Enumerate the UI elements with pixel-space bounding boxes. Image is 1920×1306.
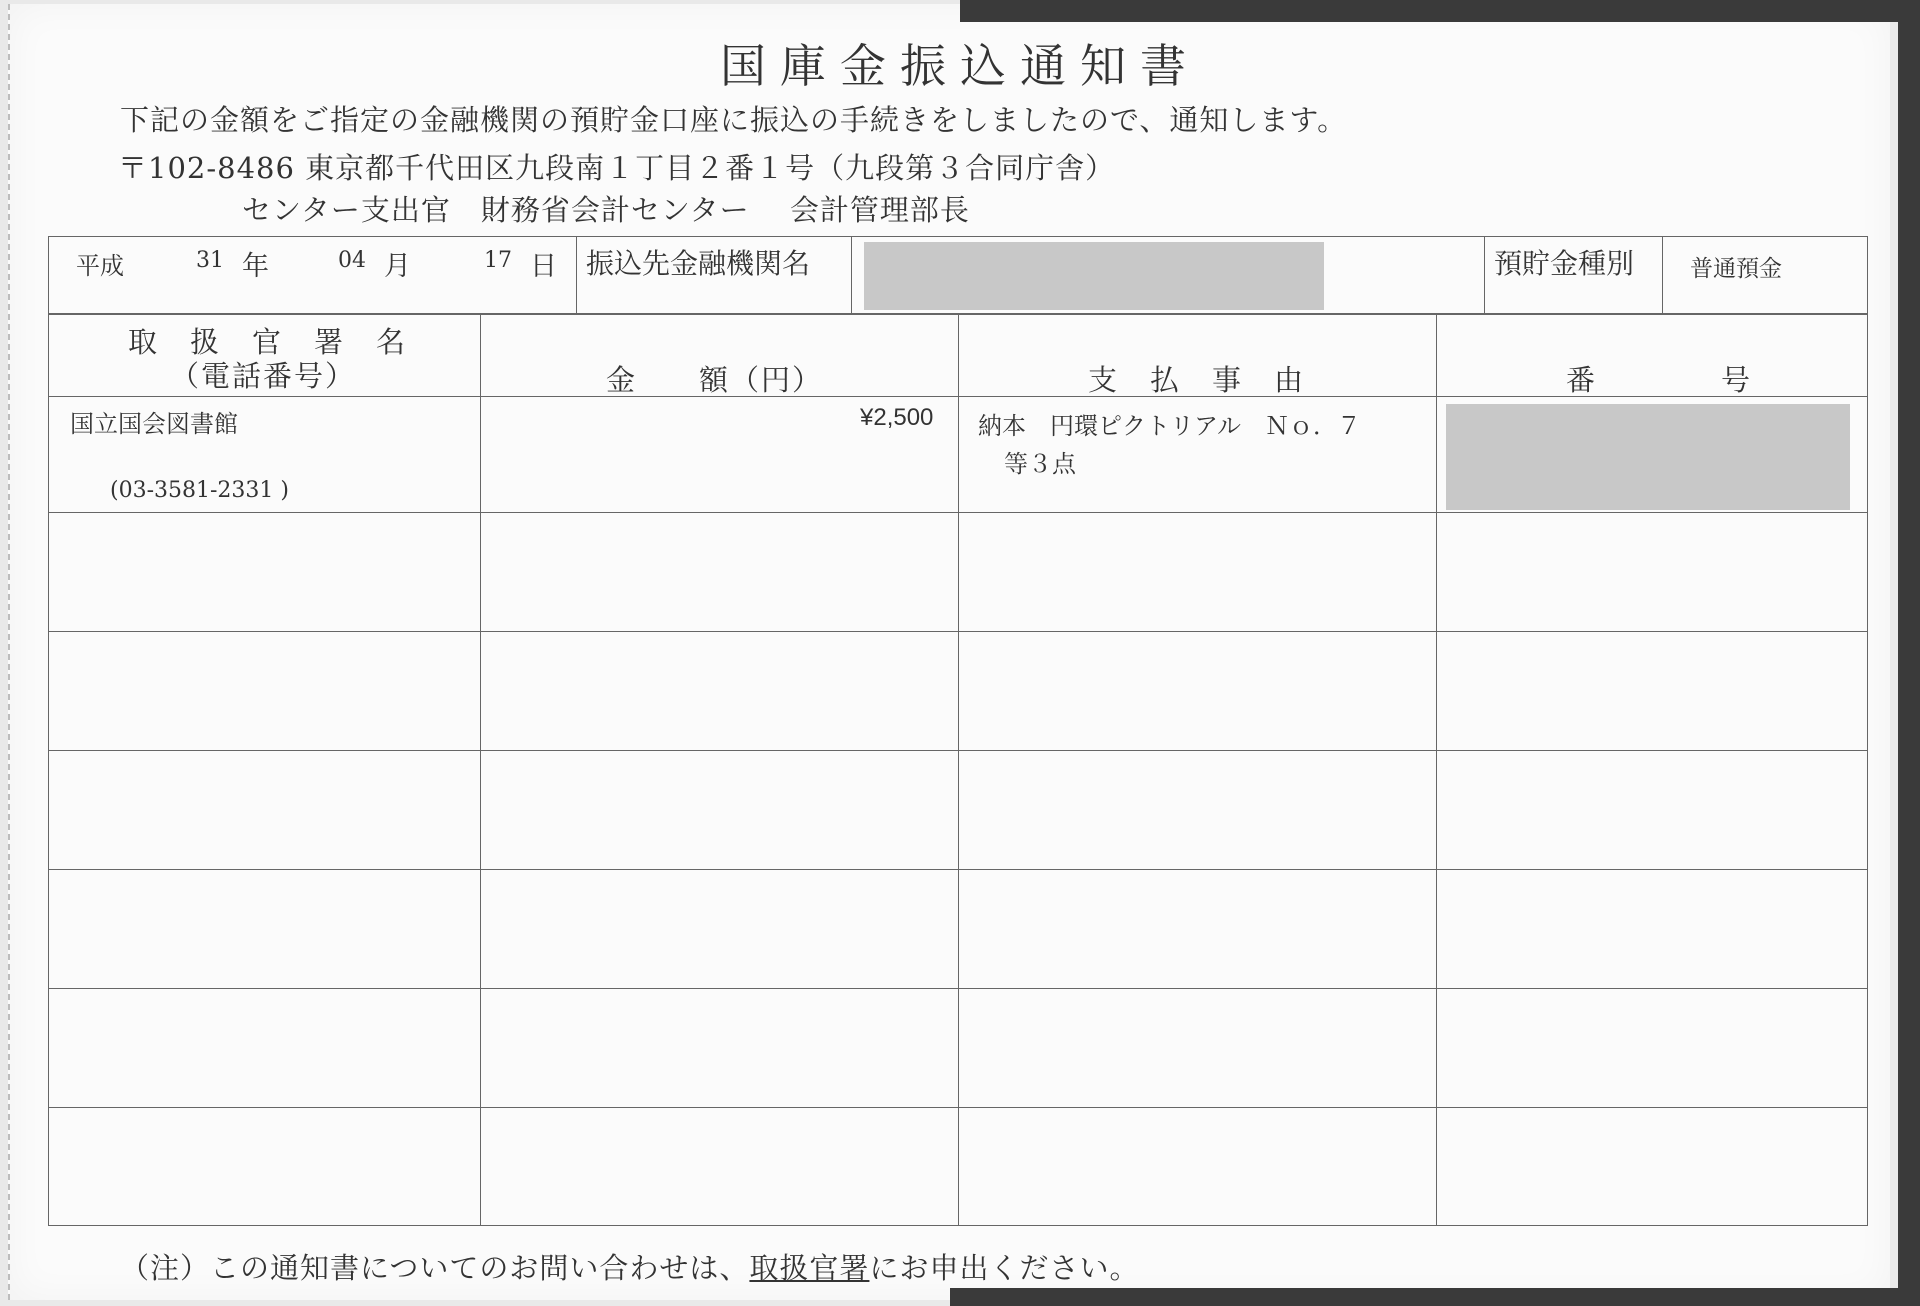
- scan-edge-right: [1898, 0, 1920, 1306]
- redacted-number: [1446, 404, 1850, 510]
- header-office: 取 扱 官 署 名: [128, 325, 408, 359]
- header-reason: 支 払 事 由: [1088, 363, 1306, 397]
- date-year-unit: 年: [242, 251, 269, 282]
- row1-office: 国立国会図書館: [70, 410, 238, 438]
- footer-underlined: 取扱官署: [749, 1251, 870, 1285]
- scan-edge-top: [960, 0, 1920, 22]
- date-month: 04: [338, 248, 366, 273]
- document-title: 国庫金振込通知書: [720, 39, 1200, 93]
- header-phone: （電話番号）: [170, 359, 357, 393]
- date-year: 31: [196, 248, 224, 273]
- date-day: 17: [484, 248, 512, 273]
- header-amount: 金 額（円）: [606, 363, 824, 397]
- footer-note: （注）この通知書についてのお問い合わせは、取扱官署にお申出ください。: [120, 1251, 1140, 1285]
- deposit-type-value: 普通預金: [1690, 256, 1782, 282]
- intro-text: 下記の金額をご指定の金融機関の預貯金口座に振込の手続きをしましたので、通知します。: [120, 103, 1348, 137]
- sender-office: センター支出官 財務省会計センター 会計管理部長: [242, 193, 970, 227]
- row1-reason-line2: 等３点: [1004, 450, 1076, 478]
- header-number: 番 号: [1566, 363, 1753, 397]
- scan-edge-bottom: [950, 1288, 1920, 1306]
- date-era: 平成: [76, 252, 124, 280]
- row1-phone: (03-3581-2331 ): [110, 478, 289, 503]
- deposit-type-label: 預貯金種別: [1494, 247, 1635, 280]
- sender-address: 〒102-8486 東京都千代田区九段南１丁目２番１号（九段第３合同庁舎）: [118, 151, 1116, 185]
- bank-label: 振込先金融機関名: [586, 247, 811, 280]
- row1-amount: ¥2,500: [860, 404, 934, 431]
- redacted-bank-name: [864, 242, 1324, 310]
- date-month-unit: 月: [384, 251, 411, 282]
- date-day-unit: 日: [530, 251, 557, 282]
- row1-reason-line1: 納本 円環ピクトリアル Ｎｏ．７: [978, 412, 1362, 440]
